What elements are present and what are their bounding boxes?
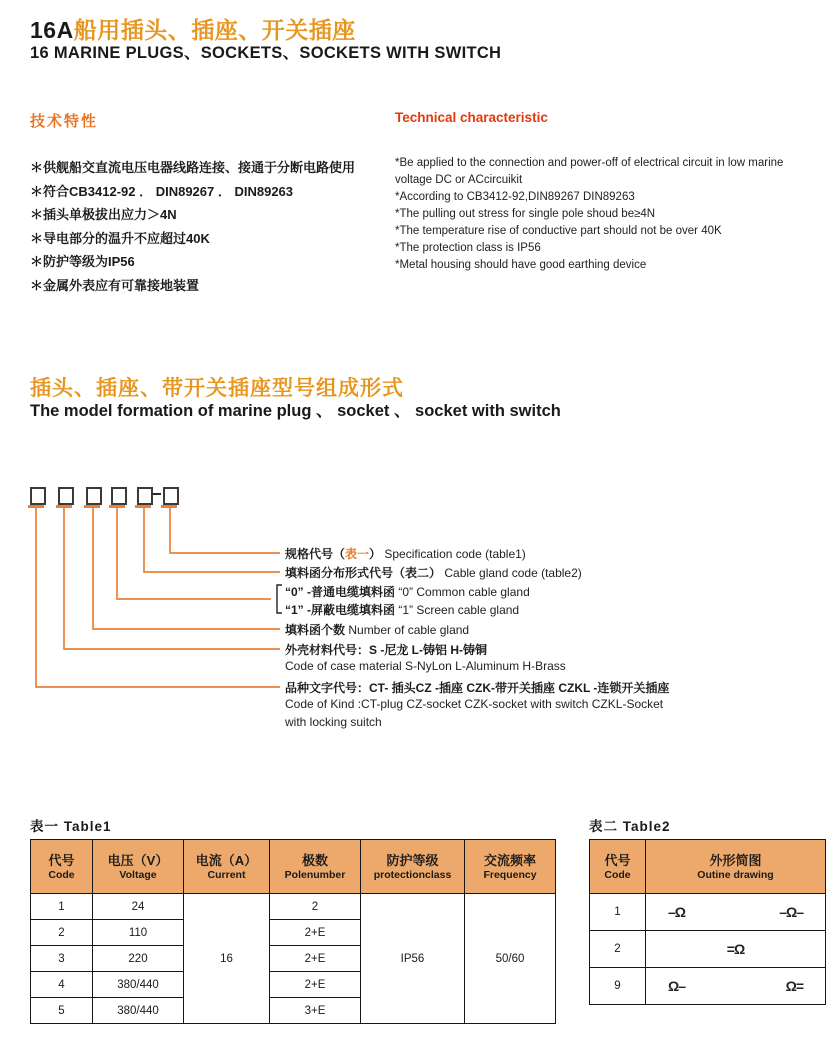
page-title-prefix: 16A [30,17,74,43]
cell-code: 1 [590,894,646,931]
cell-code: 2 [31,920,93,946]
model-code-dash [153,493,161,495]
cell-voltage: 380/440 [93,998,184,1024]
model-label-gland-0: “0” -普通电缆填料函 “0” Common cable gland [285,585,530,599]
tech-item-cn: ＊供舰船交直流电压电器线路连接、接通于分断电路使用 [30,160,356,175]
model-label-material-cn: 外壳材料代号：S -尼龙 L-铸铝 H-铸铜 [285,643,487,657]
model-code-box [30,487,46,505]
table2-outline-drawings [589,839,826,1005]
tech-item-en: *Be applied to the connection and power-off of electrical circuit in low marine voltage DC or ACcircuikit [395,157,784,186]
model-box-underline [161,505,177,508]
tech-item-en: *The protection class is IP56 [395,242,541,254]
cell-voltage: 380/440 [93,972,184,998]
model-code-box [137,487,153,505]
model-label-gland-number: 填料函个数 Number of cable gland [285,623,470,637]
cell-code: 2 [590,931,646,968]
cell-voltage: 24 [93,894,184,920]
cell-code: 1 [31,894,93,920]
model-heading-cn: 插头、插座、带开关插座型号组成形式 [30,377,404,400]
cell-voltage: 110 [93,920,184,946]
cell-poles: 2+E [270,946,361,972]
table2-header-code: 代号 Code [590,840,646,894]
table1-header-current: 电流（A） Current [184,840,270,894]
page-subtitle: 16 MARINE PLUGS、SOCKETS、SOCKETS WITH SWITCH [30,44,502,62]
cell-frequency-merged: 50/60 [465,894,556,1024]
cell-code: 9 [590,968,646,1005]
model-label-specification: 规格代号（表一） Specification code (table1) [285,547,526,561]
tech-item-cn: ＊防护等级为IP56 [30,254,135,269]
model-code-box [58,487,74,505]
model-code-box [111,487,127,505]
cell-poles: 2+E [270,920,361,946]
table1-specifications [30,839,556,1024]
model-code-box [86,487,102,505]
plug-symbol: Ω= [785,978,803,994]
model-box-underline [28,505,44,508]
page-title-cn: 船用插头、插座、开关插座 [73,17,356,43]
tech-heading-en: Technical characteristic [395,110,548,125]
cell-drawing [646,931,826,968]
tech-list-en [395,155,815,274]
model-heading-en: The model formation of marine plug 、 socket 、 socket with switch [30,402,561,420]
plug-symbol: Ω– [668,978,686,994]
cell-protection-merged: IP56 [361,894,465,1024]
option-bracket [277,585,282,613]
plug-symbol: –Ω– [779,904,803,920]
tech-item-en: *Metal housing should have good earthing device [395,259,647,271]
table1-header-voltage: 电压（V） Voltage [93,840,184,894]
table1-header-code: 代号 Code [31,840,93,894]
table-row [31,894,556,920]
cell-poles: 3+E [270,998,361,1024]
table-row [590,968,826,1005]
cell-drawing [646,968,826,1005]
tech-item-cn: ＊符合CB3412-92 ． DIN89267 ． DIN89263 [30,183,294,199]
cell-code: 5 [31,998,93,1024]
cell-poles: 2+E [270,972,361,998]
cell-code: 4 [31,972,93,998]
table1-header-polenumber: 极数 Polenumber [270,840,361,894]
table1-header-protection: 防护等级 protectionclass [361,840,465,894]
model-label-kind-cn: 品种文字代号：CT- 插头CZ -插座 CZK-带开关插座 CZKL -连锁开关插座 [285,681,670,695]
plug-symbol: =Ω [726,941,745,957]
model-label-kind-en: Code of Kind :CT-plug CZ-socket CZK-socket with switch CZKL-Socket [285,697,664,711]
table1-header-row [31,840,556,894]
cell-current-merged: 16 [184,894,270,1024]
model-box-underline [135,505,151,508]
model-label-material-en: Code of case material S-NyLon L-Aluminum H-Brass [285,659,566,673]
tech-item-en: *The temperature rise of conductive part should not be over 40K [395,225,722,237]
tech-heading-cn: 技术特性 [30,113,99,130]
tech-item-en: *The pulling out stress for single pole shoud be≥4N [395,208,656,220]
tech-list-cn [30,156,390,297]
model-label-gland-1: “1” -屏蔽电缆填料函 “1” Screen cable gland [285,603,520,617]
table1-header-frequency: 交流频率 Frequency [465,840,556,894]
cell-code: 3 [31,946,93,972]
table-row [590,894,826,931]
cell-drawing [646,894,826,931]
tech-item-cn: ＊插头单极拔出应力＞4N [30,207,177,222]
table2-header-drawing: 外形简图 Outine drawing [646,840,826,894]
tech-item-cn: ＊金属外表应有可靠接地装置 [30,277,200,293]
model-label-gland-code: 填料函分布形式代号（表二） Cable gland code (table2) [285,566,582,580]
table1-caption: 表一 Table1 [30,819,112,834]
model-box-underline [84,505,100,508]
table-row [590,931,826,968]
cell-voltage: 220 [93,946,184,972]
table2-header-row [590,840,826,894]
model-box-underline [56,505,72,508]
plug-symbol: –Ω [668,904,686,920]
tech-item-en: *According to CB3412-92,DIN89267 DIN89263 [395,191,635,203]
model-box-underline [109,505,125,508]
model-label-kind-en2: with locking suitch [285,715,382,729]
table2-caption: 表二 Table2 [589,819,671,834]
cell-poles: 2 [270,894,361,920]
model-code-box [163,487,179,505]
tech-item-cn: ＊导电部分的温升不应超过40K [30,230,210,246]
